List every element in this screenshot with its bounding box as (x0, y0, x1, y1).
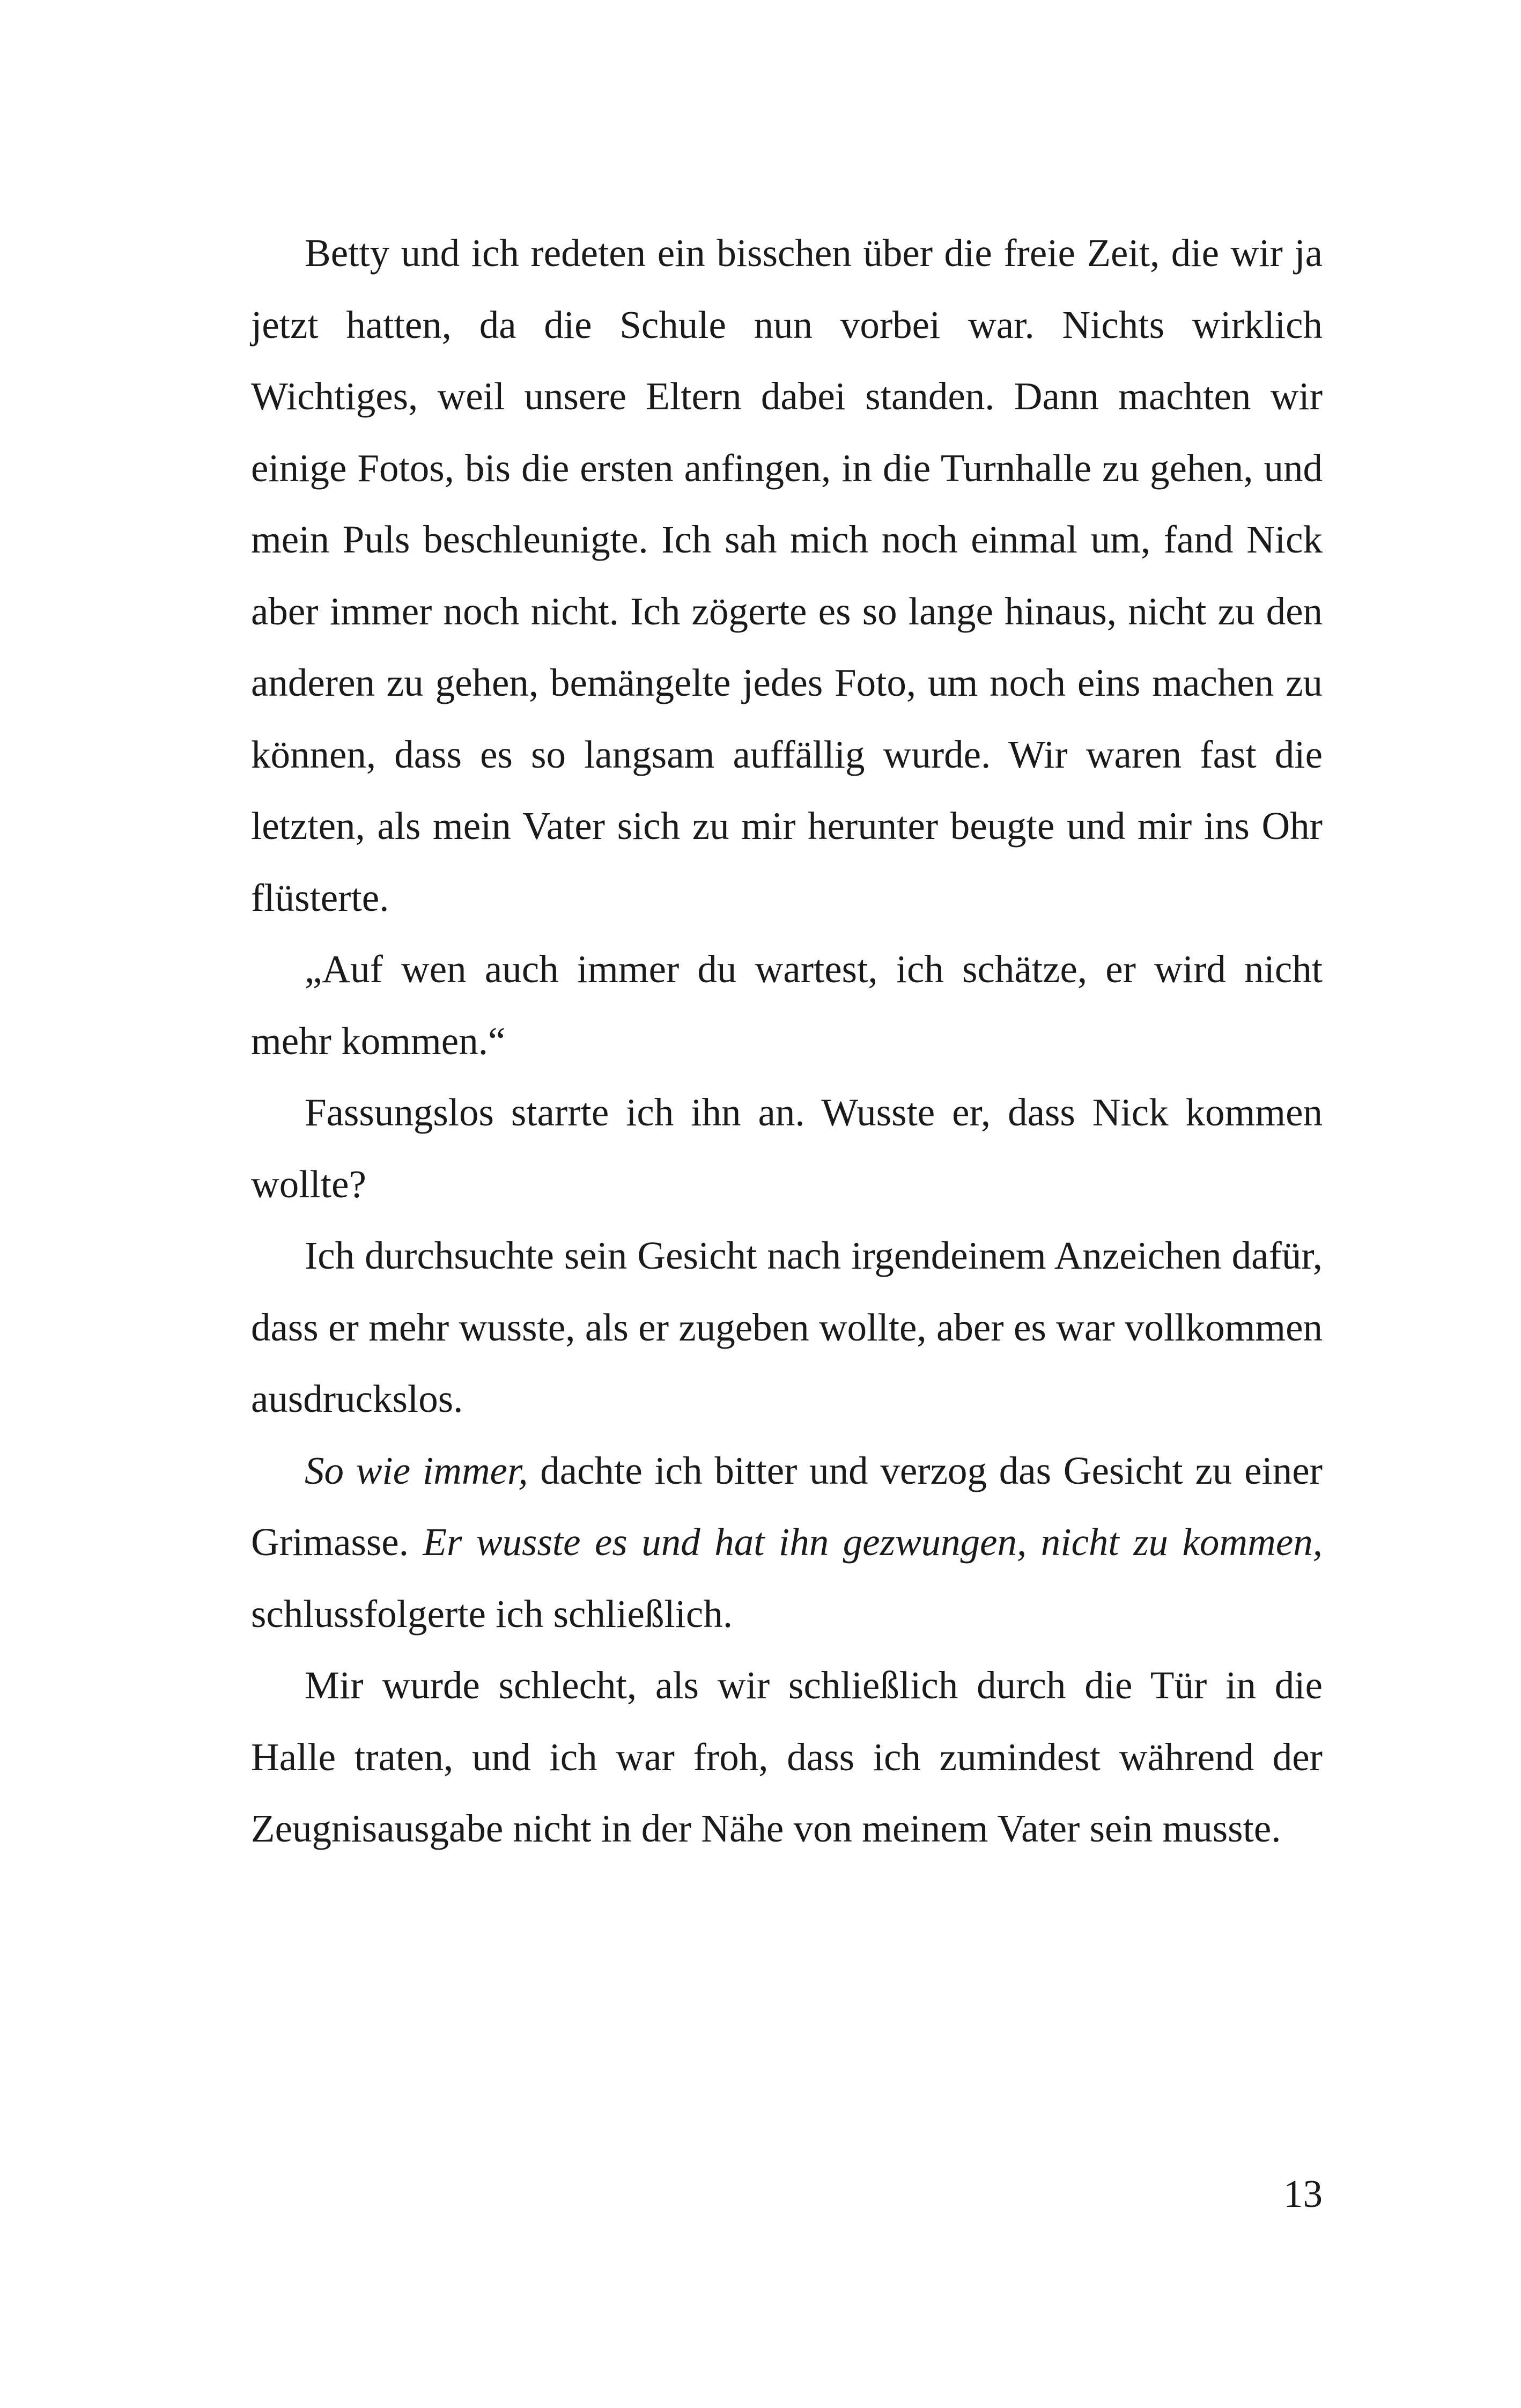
paragraph-2: „Auf wen auch immer du wartest, ich schätze, er wird nicht mehr kommen.“ (251, 947, 1323, 1063)
italic-thought-2: Er wusste es und hat ihn gezwungen, nicht zu kommen, (423, 1520, 1323, 1564)
paragraph-5 (251, 1435, 1323, 1650)
paragraph-5-text-2: schlussfolgerte ich schließlich. (251, 1592, 733, 1636)
paragraph-1: Betty und ich redeten ein bisschen über die freie Zeit, die wir ja jetzt hatten, da die Schule nun vorbei war. Nichts wirklich Wichtiges, weil unsere Eltern dabei standen. Dann machten wir einige Fotos, bis die ersten anfingen, in die Turnhalle zu gehen, und mein Puls beschleunigte. Ich sah mich noch einmal um, fand Nick aber immer noch nicht. Ich zögerte es so lange hinaus, nicht zu den anderen zu gehen, bemängelte jedes Foto, um noch eins machen zu können, dass es so langsam auffällig wurde. Wir waren fast die letzten, als mein Vater sich zu mir herunter beugte und mir ins Ohr flüsterte. (251, 231, 1323, 919)
paragraph-4: Ich durchsuchte sein Gesicht nach irgendeinem Anzeichen dafür, dass er mehr wusste, als er zugeben wollte, aber es war vollkommen ausdruckslos. (251, 1234, 1323, 1420)
body-text (251, 217, 1323, 1865)
paragraph-6: Mir wurde schlecht, als wir schließlich durch die Tür in die Halle traten, und ich war froh, dass ich zumindest während der Zeugnisausgabe nicht in der Nähe von meinem Vater sein musste. (251, 1663, 1323, 1850)
paragraph-5-text-1: dachte ich bitter und verzog das Gesicht zu einer Grimasse. (251, 1448, 1323, 1564)
paragraph-3: Fassungslos starrte ich ihn an. Wusste er, dass Nick kommen wollte? (251, 1091, 1323, 1206)
italic-thought-1: So wie immer, (305, 1448, 528, 1492)
page-number: 13 (1283, 2172, 1323, 2215)
